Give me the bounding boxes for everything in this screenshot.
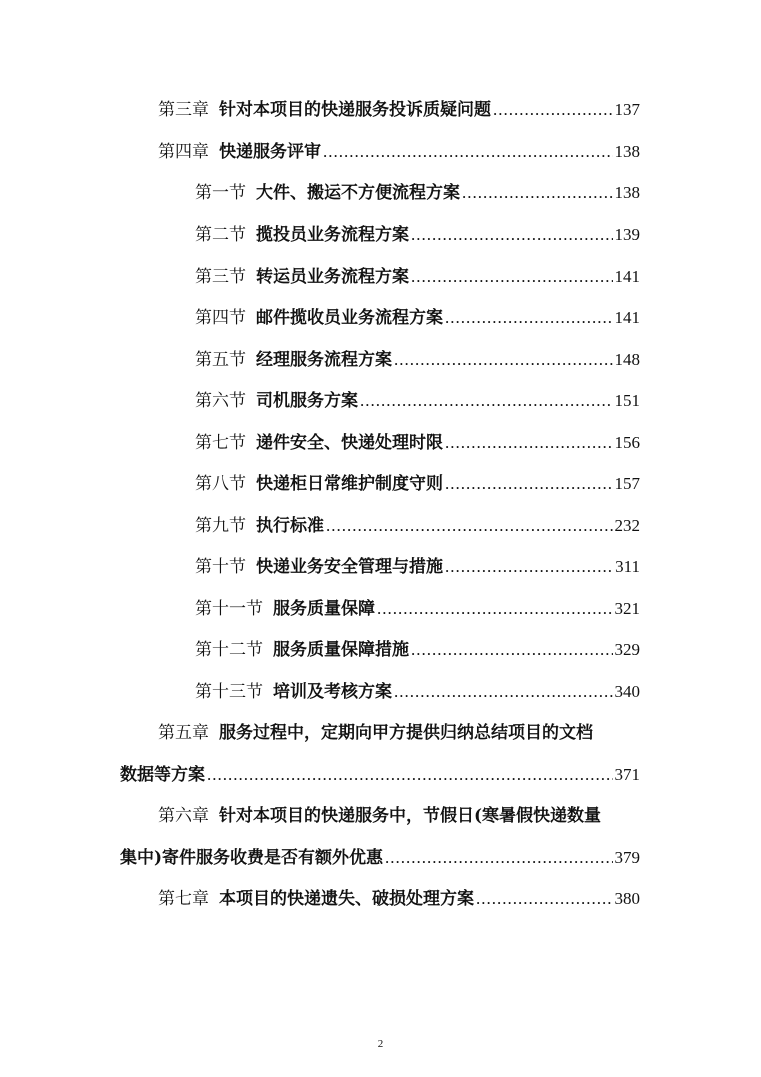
toc-leader-dots bbox=[385, 845, 612, 871]
toc-entry[interactable] bbox=[158, 97, 640, 123]
toc-entry[interactable] bbox=[195, 554, 640, 580]
toc-entry-title: 培训及考核方案 bbox=[273, 682, 392, 702]
toc-entry[interactable] bbox=[195, 471, 640, 497]
toc-entry-number: 第九节 bbox=[195, 516, 246, 536]
toc-entry-title: 快递服务评审 bbox=[219, 142, 321, 162]
toc-entry-continuation[interactable] bbox=[120, 762, 640, 788]
toc-entry-title: 邮件揽收员业务流程方案 bbox=[256, 308, 443, 328]
toc-entry-number: 第十节 bbox=[195, 557, 246, 577]
toc-entry[interactable] bbox=[195, 637, 640, 663]
toc-entry[interactable] bbox=[195, 430, 640, 456]
toc-entry[interactable] bbox=[195, 679, 640, 705]
toc-entry-title: 服务质量保障措施 bbox=[273, 640, 409, 660]
toc-entry[interactable] bbox=[158, 139, 640, 165]
toc-entry-number: 第一节 bbox=[195, 183, 246, 203]
toc-leader-dots bbox=[462, 180, 613, 206]
toc-entry[interactable] bbox=[158, 886, 640, 912]
toc-entry-title: 揽投员业务流程方案 bbox=[256, 225, 409, 245]
toc-entry-title: 本项目的快递遗失、破损处理方案 bbox=[219, 889, 474, 909]
toc-entry-number: 第六节 bbox=[195, 391, 246, 411]
toc-leader-dots bbox=[411, 637, 613, 663]
toc-entry-continuation[interactable] bbox=[120, 845, 640, 871]
toc-entry-number: 第三章 bbox=[158, 100, 209, 120]
toc-entry-number: 第二节 bbox=[195, 225, 246, 245]
toc-entry-number: 第十二节 bbox=[195, 640, 263, 660]
toc-entry-page: 321 bbox=[614, 599, 640, 618]
toc-leader-dots bbox=[377, 596, 613, 622]
toc-entry-number: 第五节 bbox=[195, 350, 246, 370]
toc-leader-dots bbox=[394, 347, 613, 373]
toc-entry-title: 针对本项目的快递服务投诉质疑问题 bbox=[219, 100, 491, 120]
toc-entry-title-continued: 集中)寄件服务收费是否有额外优惠 bbox=[120, 848, 384, 868]
toc-entry[interactable] bbox=[195, 305, 640, 331]
toc-entry-number: 第七节 bbox=[195, 433, 246, 453]
toc-entry-page: 151 bbox=[614, 391, 640, 410]
toc-entry-page: 148 bbox=[614, 350, 640, 369]
toc-entry-number: 第三节 bbox=[195, 267, 246, 287]
toc-entry[interactable] bbox=[195, 264, 640, 290]
toc-entry[interactable] bbox=[195, 388, 640, 414]
toc-leader-dots bbox=[411, 222, 613, 248]
toc-entry-page: 311 bbox=[615, 557, 640, 576]
toc-entry[interactable] bbox=[158, 720, 640, 746]
toc-entry-number: 第五章 bbox=[158, 723, 209, 743]
toc-entry-number: 第十三节 bbox=[195, 682, 263, 702]
toc-entry-title: 服务过程中，定期向甲方提供归纳总结项目的文档 bbox=[219, 723, 593, 743]
toc-entry-page: 340 bbox=[614, 682, 640, 701]
page-number: 2 bbox=[377, 1038, 384, 1050]
toc-leader-dots bbox=[476, 886, 613, 912]
toc-entry-page: 380 bbox=[614, 889, 640, 908]
toc-entry-number: 第十一节 bbox=[195, 599, 263, 619]
toc-entry-page: 141 bbox=[614, 308, 640, 327]
toc-leader-dots bbox=[445, 471, 613, 497]
toc-entry-number: 第四节 bbox=[195, 308, 246, 328]
toc-leader-dots bbox=[326, 513, 613, 539]
toc-entry-title: 转运员业务流程方案 bbox=[256, 267, 409, 287]
toc-entry-title: 司机服务方案 bbox=[256, 391, 358, 411]
toc-leader-dots bbox=[445, 554, 613, 580]
toc-entry-title: 递件安全、快递处理时限 bbox=[256, 433, 443, 453]
toc-entry-page: 137 bbox=[614, 100, 640, 119]
toc-entry-page: 329 bbox=[614, 640, 640, 659]
toc-entry-page: 379 bbox=[614, 848, 640, 867]
toc-entry-title: 执行标准 bbox=[256, 516, 324, 536]
toc-entry-number: 第八节 bbox=[195, 474, 246, 494]
toc-leader-dots bbox=[445, 305, 613, 331]
toc-entry-number: 第六章 bbox=[158, 806, 209, 826]
toc-leader-dots bbox=[323, 139, 613, 165]
toc-leader-dots bbox=[360, 388, 613, 414]
toc-entry[interactable] bbox=[195, 347, 640, 373]
toc-entry-number: 第七章 bbox=[158, 889, 209, 909]
toc-entry[interactable] bbox=[195, 596, 640, 622]
toc-leader-dots bbox=[445, 430, 613, 456]
toc-entry-page: 141 bbox=[614, 267, 640, 286]
toc-entry-page: 157 bbox=[614, 474, 640, 493]
toc-entry[interactable] bbox=[195, 222, 640, 248]
toc-entry[interactable] bbox=[158, 803, 640, 829]
toc-entry[interactable] bbox=[195, 180, 640, 206]
toc-entry-title: 针对本项目的快递服务中，节假日(寒暑假快递数量 bbox=[219, 806, 602, 826]
toc-entry-title: 快递柜日常维护制度守则 bbox=[256, 474, 443, 494]
toc-entry-page: 156 bbox=[614, 433, 640, 452]
toc-leader-dots bbox=[207, 762, 613, 788]
toc-entry-page: 138 bbox=[614, 142, 640, 161]
toc-entry-page: 371 bbox=[614, 765, 640, 784]
toc-entry-page: 138 bbox=[614, 183, 640, 202]
toc-entry-number: 第四章 bbox=[158, 142, 209, 162]
toc-entry-title: 快递业务安全管理与措施 bbox=[256, 557, 443, 577]
toc-entry-page: 139 bbox=[614, 225, 640, 244]
toc-entry-title: 服务质量保障 bbox=[273, 599, 375, 619]
toc-leader-dots bbox=[411, 264, 613, 290]
toc-leader-dots bbox=[493, 97, 613, 123]
toc-entry[interactable] bbox=[195, 513, 640, 539]
toc-leader-dots bbox=[394, 679, 613, 705]
toc-entry-title: 大件、搬运不方便流程方案 bbox=[256, 183, 460, 203]
toc-entry-page: 232 bbox=[614, 516, 640, 535]
toc-entry-title-continued: 数据等方案 bbox=[120, 765, 205, 785]
toc-entry-title: 经理服务流程方案 bbox=[256, 350, 392, 370]
